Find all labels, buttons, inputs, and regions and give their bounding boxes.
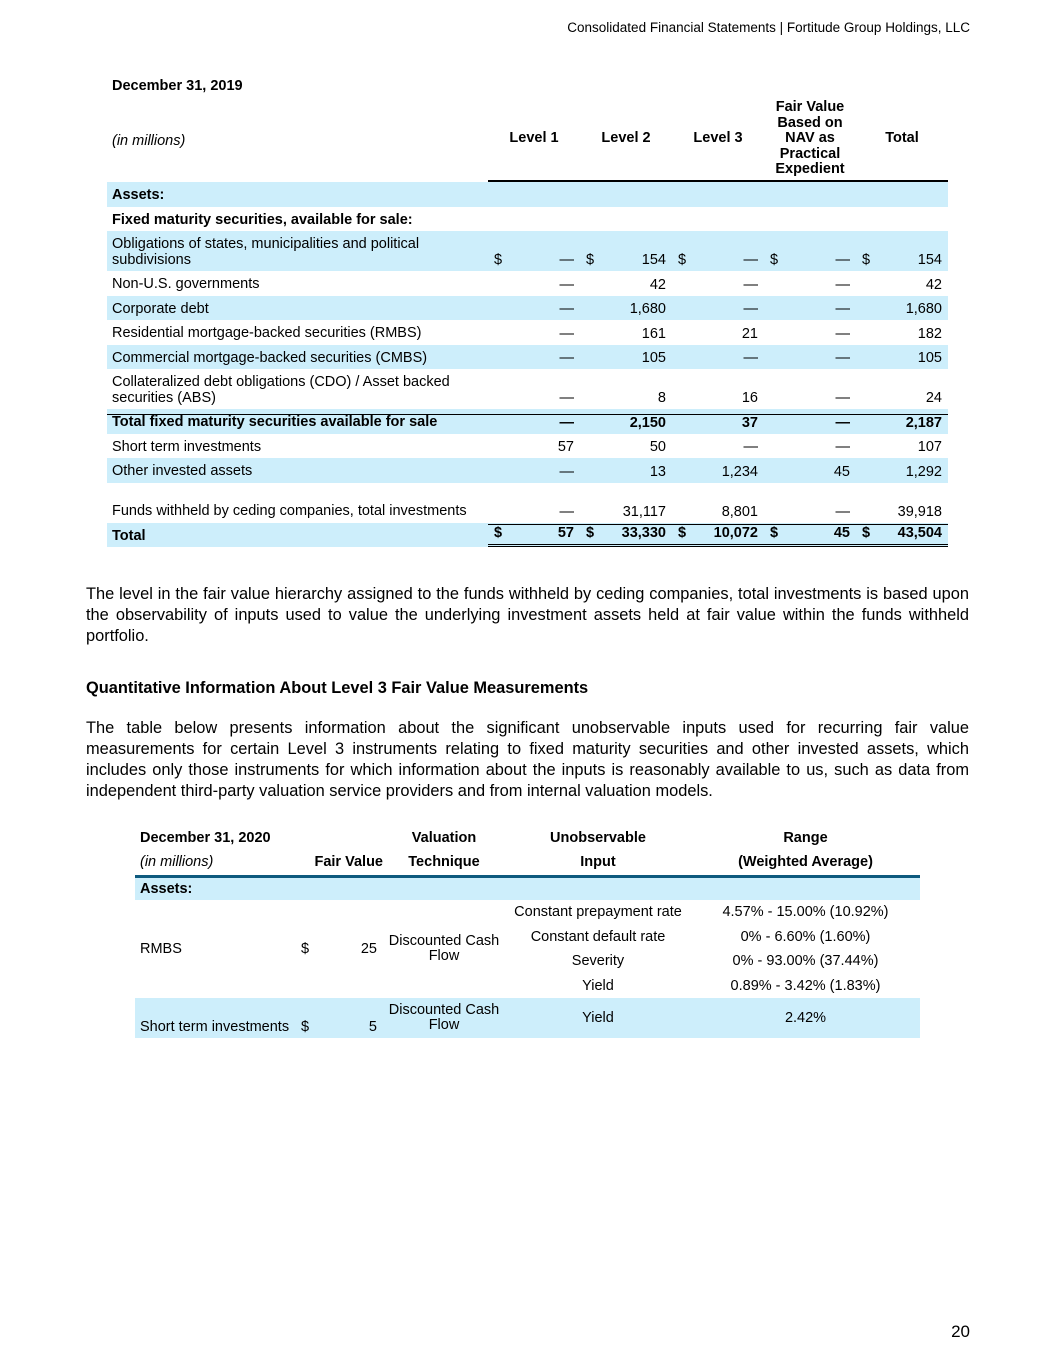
- table-row: [107, 369, 948, 409]
- cell-value: —: [743, 350, 758, 366]
- cell-value: —: [835, 414, 850, 431]
- table-cell: [488, 301, 580, 320]
- cell-value: 2,187: [905, 414, 942, 431]
- table-cell: [488, 524, 580, 547]
- cell-value: —: [743, 301, 758, 317]
- table-cell: [672, 439, 764, 458]
- cell-value: —: [835, 252, 850, 268]
- column-header: Input: [580, 854, 616, 870]
- currency-symbol: $: [678, 252, 687, 268]
- currency-symbol: $: [301, 1019, 310, 1035]
- table-cell: [488, 326, 580, 345]
- cell-value: 31,117: [622, 503, 666, 520]
- table-cell: [856, 326, 948, 345]
- range-value: 2.42%: [784, 1010, 827, 1026]
- cell-value: 50: [649, 439, 666, 455]
- cell-value: —: [559, 276, 574, 293]
- valuation-technique: Discounted Cash Flow: [388, 1001, 500, 1033]
- range-value: 0.89% - 3.42% (1.83%): [730, 977, 881, 994]
- unit-label: (in millions): [112, 133, 186, 149]
- table-row: [107, 434, 948, 459]
- cell-value: —: [835, 276, 850, 293]
- cell-value: 107: [917, 439, 942, 455]
- row-label: Short term investments: [140, 1018, 290, 1035]
- unobservable-input: Yield: [582, 977, 614, 994]
- cell-value: 37: [741, 414, 758, 431]
- column-header: Range: [783, 830, 828, 846]
- table-cell: [672, 524, 764, 547]
- table-cell: [488, 390, 580, 409]
- table-cell: [764, 524, 856, 547]
- table-cell: [488, 414, 580, 434]
- table-row: [107, 320, 948, 345]
- currency-symbol: $: [770, 525, 779, 541]
- assets-label: Assets:: [135, 878, 920, 900]
- table-row: [107, 483, 948, 523]
- table-cell: [580, 439, 672, 458]
- table-cell: [672, 252, 764, 271]
- cell-value: 45: [833, 463, 850, 480]
- table-row: [135, 998, 920, 1038]
- table-cell: [764, 277, 856, 296]
- cell-value: —: [559, 390, 574, 406]
- row-label: Short term investments: [112, 438, 262, 455]
- cell-value: 8: [657, 390, 666, 406]
- cell-value: 42: [649, 276, 666, 293]
- table-row: [107, 296, 948, 321]
- cell-value: —: [559, 414, 574, 431]
- table-cell: [856, 524, 948, 547]
- table-cell: [488, 504, 580, 523]
- row-label: Total fixed maturity securities available for sale: [107, 414, 488, 434]
- table-cell: [856, 439, 948, 458]
- row-label: Total: [112, 527, 146, 544]
- cell-value: —: [835, 390, 850, 406]
- cell-value: 57: [557, 525, 574, 541]
- unobservable-input: Yield: [582, 1010, 614, 1026]
- section-heading: Quantitative Information About Level 3 Fair Value Measurements: [86, 679, 589, 697]
- table-row: [107, 182, 948, 207]
- row-label: Assets:: [112, 187, 165, 203]
- table-cell: [764, 326, 856, 345]
- table-cell: [856, 464, 948, 483]
- cell-value: —: [559, 325, 574, 342]
- cell-value: 1,680: [905, 301, 942, 317]
- unobservable-input: Constant default rate: [530, 928, 666, 945]
- row-label: Funds withheld by ceding companies, total investments: [112, 503, 467, 519]
- table-cell: [764, 301, 856, 320]
- running-header: Consolidated Financial Statements | Fortitude Group Holdings, LLC: [567, 20, 970, 35]
- currency-symbol: $: [678, 525, 687, 541]
- table-row: [107, 458, 948, 483]
- row-label: RMBS: [140, 941, 182, 957]
- currency-symbol: $: [586, 525, 595, 541]
- table-row: [107, 523, 948, 548]
- cell-value: —: [835, 439, 850, 455]
- table-cell: [580, 504, 672, 523]
- row-label: Fixed maturity securities, available for sale:: [112, 211, 413, 228]
- table-cell: [764, 464, 856, 483]
- cell-value: 24: [925, 390, 942, 406]
- fair-value-table-2019: [107, 76, 948, 547]
- currency-symbol: $: [301, 941, 310, 957]
- table-row: [107, 409, 948, 434]
- paragraph-funds-withheld: The level in the fair value hierarchy assigned to the funds withheld by ceding companies, total investments is based upon the observability of inputs used to value the underlying investment assets held at fair value within the funds withheld portfolio.: [86, 585, 969, 645]
- row-label: Obligations of states, municipalities and political subdivisions: [112, 236, 420, 268]
- cell-value: 105: [917, 350, 942, 366]
- cell-value: 161: [641, 325, 666, 342]
- table-cell: [488, 252, 580, 271]
- table-cell: [764, 350, 856, 369]
- table-cell: [580, 277, 672, 296]
- table-cell: [672, 414, 764, 434]
- currency-symbol: $: [494, 252, 503, 268]
- cell-value: —: [559, 463, 574, 480]
- table-cell: [672, 277, 764, 296]
- fair-value: 5: [368, 1019, 377, 1035]
- cell-value: —: [743, 252, 758, 268]
- table-cell: [580, 390, 672, 409]
- cell-value: 21: [741, 325, 758, 342]
- range-value: 4.57% - 15.00% (10.92%): [722, 904, 889, 920]
- cell-value: 33,330: [621, 525, 666, 541]
- column-header: Level 3: [693, 130, 743, 147]
- cell-value: 42: [925, 276, 942, 293]
- cell-value: 1,680: [629, 301, 666, 317]
- cell-value: —: [835, 301, 850, 317]
- table-cell: [856, 301, 948, 320]
- table-date: December 31, 2020: [140, 830, 271, 846]
- table-cell: [856, 252, 948, 271]
- table-header-row: [135, 850, 920, 874]
- unit-label: (in millions): [140, 854, 214, 870]
- level3-inputs-table-2020: [135, 826, 920, 1038]
- table-row: [107, 231, 948, 271]
- table-cell: [672, 504, 764, 523]
- table-cell: [672, 390, 764, 409]
- cell-value: —: [559, 252, 574, 268]
- cell-value: 16: [741, 390, 758, 406]
- row-label: Corporate debt: [112, 300, 209, 317]
- row-label: Commercial mortgage-backed securities (CMBS): [112, 349, 428, 366]
- cell-value: —: [559, 503, 574, 520]
- cell-value: 45: [833, 525, 850, 541]
- cell-value: 43,504: [897, 525, 942, 541]
- table-cell: [764, 252, 856, 271]
- table-cell: [488, 439, 580, 458]
- table-cell: [764, 390, 856, 409]
- cell-value: —: [743, 439, 758, 455]
- cell-value: —: [559, 350, 574, 366]
- cell-value: 57: [557, 439, 574, 455]
- table-row: [107, 271, 948, 296]
- fair-value: 25: [360, 941, 377, 957]
- table-cell: [672, 464, 764, 483]
- row-label: Non-U.S. governments: [112, 276, 260, 292]
- table-body: [107, 182, 948, 547]
- table-cell: [580, 252, 672, 271]
- paragraph-table-intro: The table below presents information about the significant unobservable inputs used for recurring fair value measurements for certain Level 3 instruments relating to fixed maturity securities and other invested assets, which includes only those instruments for which information about the inputs is reasonably available to us, such as data from independent third-party valuation service providers and from internal valuation models.: [86, 719, 969, 800]
- column-header: Level 2: [601, 130, 651, 147]
- table-header-row: [107, 98, 948, 180]
- table-row: [107, 207, 948, 232]
- table-cell: [580, 301, 672, 320]
- currency-symbol: $: [770, 252, 779, 268]
- cell-value: 8,801: [721, 503, 758, 520]
- cell-value: 39,918: [897, 503, 942, 520]
- cell-value: 154: [641, 252, 666, 268]
- table-cell: [672, 301, 764, 320]
- table-row: [135, 900, 920, 998]
- cell-value: 10,072: [713, 525, 758, 541]
- cell-value: —: [743, 276, 758, 293]
- column-header: Fair Value Based on NAV as Practical Expedient: [775, 99, 845, 178]
- row-label: Other invested assets: [112, 463, 253, 479]
- table-row: [107, 345, 948, 370]
- column-header: Fair Value: [314, 854, 383, 870]
- table-cell: [764, 439, 856, 458]
- page-number: 20: [951, 1322, 970, 1341]
- currency-symbol: $: [862, 252, 871, 268]
- table-cell: [856, 504, 948, 523]
- cell-value: 105: [641, 350, 666, 366]
- table-date: December 31, 2019: [112, 78, 243, 94]
- table-cell: [580, 350, 672, 369]
- cell-value: —: [835, 503, 850, 520]
- currency-symbol: $: [494, 525, 503, 541]
- table-cell: [856, 390, 948, 409]
- column-header: Unobservable: [550, 830, 646, 846]
- cell-value: —: [835, 325, 850, 342]
- unobservable-input: Severity: [571, 953, 625, 969]
- column-header: Level 1: [509, 130, 559, 147]
- cell-value: 182: [917, 325, 942, 342]
- table-cell: [672, 326, 764, 345]
- table-cell: [856, 277, 948, 296]
- table-cell: [580, 414, 672, 434]
- row-label: Collateralized debt obligations (CDO) / Asset backed securities (ABS): [112, 374, 450, 406]
- cell-value: 154: [917, 252, 942, 268]
- table-cell: [488, 464, 580, 483]
- table-cell: [488, 350, 580, 369]
- unobservable-input: Constant prepayment rate: [514, 904, 682, 920]
- cell-value: 2,150: [629, 414, 666, 431]
- cell-value: 1,234: [721, 463, 758, 480]
- table-cell: [580, 326, 672, 345]
- cell-value: 13: [649, 463, 666, 480]
- row-label: Residential mortgage-backed securities (RMBS): [112, 325, 422, 341]
- cell-value: —: [835, 350, 850, 366]
- column-header: Technique: [408, 854, 480, 870]
- table-cell: [764, 504, 856, 523]
- table-cell: [488, 277, 580, 296]
- cell-value: 1,292: [905, 463, 942, 480]
- table-cell: [764, 414, 856, 434]
- column-header: (Weighted Average): [738, 854, 873, 870]
- currency-symbol: $: [586, 252, 595, 268]
- table-cell: [580, 524, 672, 547]
- table-cell: [856, 414, 948, 434]
- table-cell: [672, 350, 764, 369]
- range-value: 0% - 6.60% (1.60%): [740, 928, 871, 945]
- table-header-row: [135, 826, 920, 850]
- column-header: Total: [885, 130, 919, 147]
- range-value: 0% - 93.00% (37.44%): [732, 953, 879, 969]
- cell-value: —: [559, 301, 574, 317]
- table-cell: [856, 350, 948, 369]
- valuation-technique: Discounted Cash Flow: [388, 932, 500, 964]
- table-cell: [580, 464, 672, 483]
- column-header: Valuation: [411, 830, 477, 846]
- currency-symbol: $: [862, 525, 871, 541]
